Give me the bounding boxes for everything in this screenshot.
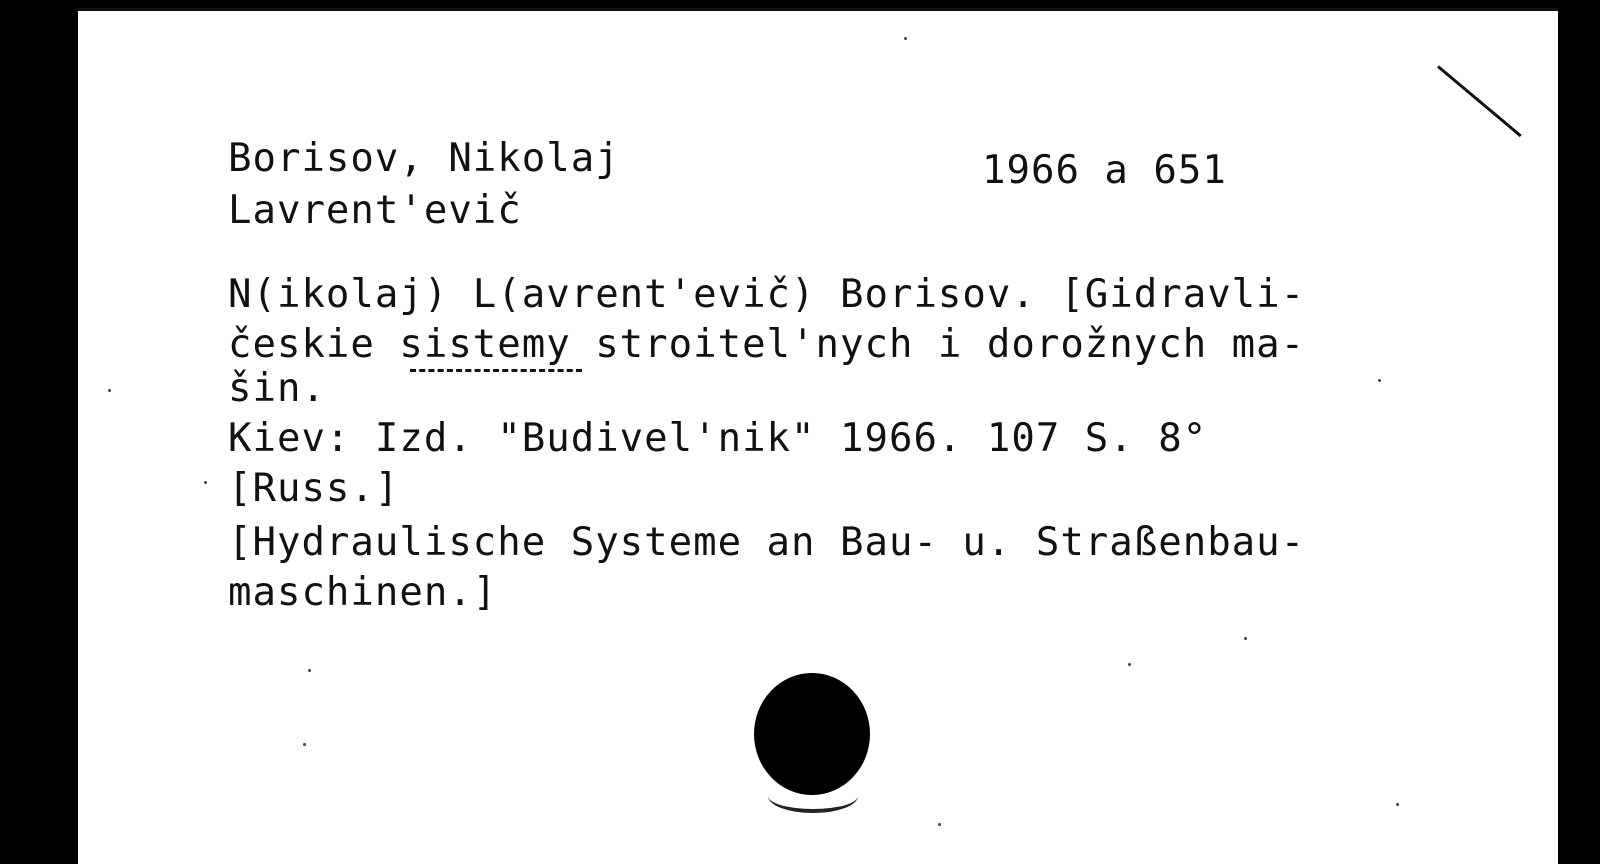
speck [1244,637,1247,640]
speck [204,481,207,484]
language-note: [Russ.] [228,466,400,511]
speck [1128,663,1131,666]
call-number: 1966 a 651 [982,148,1227,193]
speck [904,37,907,40]
translation-line-2: maschinen.] [228,570,498,615]
speck [108,389,111,392]
speck [1378,379,1381,382]
entry-line-1: N(ikolaj) L(avrent'evič) Borisov. [Gidravli- [228,272,1306,317]
index-card [78,8,1558,864]
entry-line-2: českie sistemy stroitel'nych i dorožnych ma- [228,322,1306,367]
punch-hole-edge [768,779,858,813]
speck [303,743,306,746]
author-patronymic: Lavrent'evič [228,188,522,233]
speck [1396,803,1399,806]
keyword-underline [410,369,582,372]
translation-line-1: [Hydraulische Systeme an Bau- u. Straßenbau- [228,520,1306,565]
entry-line-3: šin. [228,366,326,411]
speck [938,823,941,826]
author-name: Borisov, Nikolaj [228,136,620,181]
speck [308,669,311,672]
publication-line: Kiev: Izd. "Budivel'nik" 1966. 107 S. 8° [228,416,1208,461]
pencil-mark [1437,65,1522,137]
punch-hole [754,673,870,795]
